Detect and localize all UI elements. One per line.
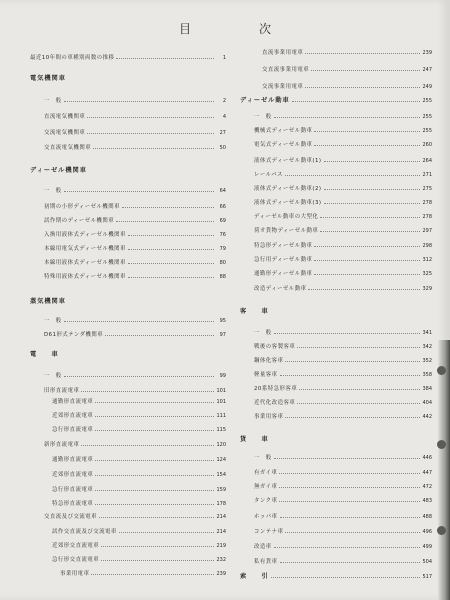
toc-entry bbox=[254, 411, 432, 420]
dot-leader bbox=[105, 335, 214, 336]
toc-entry-page: 517 bbox=[422, 574, 432, 580]
toc-entry-page: 95 bbox=[219, 318, 226, 324]
dot-leader bbox=[95, 460, 214, 461]
toc-section-heading bbox=[30, 165, 226, 174]
toc-entry bbox=[254, 541, 432, 550]
toc-entry-title: 交直流電気機関車 bbox=[44, 145, 92, 151]
toc-entry-title: 一 般 bbox=[254, 455, 272, 461]
toc-entry bbox=[254, 355, 432, 364]
dot-leader bbox=[305, 53, 420, 54]
toc-entry bbox=[44, 257, 226, 266]
toc-entry-title: D61形式テンダ機関車 bbox=[44, 332, 104, 338]
toc-entry-page: 483 bbox=[422, 498, 432, 504]
toc-entry-title: 近郊形直流電車 bbox=[52, 472, 94, 478]
toc-entry bbox=[44, 127, 226, 136]
dot-leader bbox=[279, 487, 420, 488]
dot-leader bbox=[308, 289, 420, 290]
binding-hole bbox=[437, 440, 446, 449]
toc-entry-page: 219 bbox=[216, 543, 226, 549]
toc-entry-title: 旧形直流電車 bbox=[44, 388, 80, 394]
toc-entry bbox=[52, 554, 226, 563]
toc-entry-page: 101 bbox=[216, 388, 226, 394]
dot-leader bbox=[64, 376, 214, 377]
toc-entry-title: 一 般 bbox=[44, 318, 62, 324]
dot-leader bbox=[119, 532, 214, 533]
toc-entry-page: 79 bbox=[219, 246, 226, 252]
toc-entry bbox=[254, 283, 432, 292]
dot-leader bbox=[116, 58, 214, 59]
toc-entry-page: 69 bbox=[219, 218, 226, 224]
dot-leader bbox=[64, 101, 214, 102]
toc-entry-title: 試作期のディーゼル機関車 bbox=[44, 218, 115, 224]
toc-entry-page: 504 bbox=[422, 559, 432, 565]
toc-entry-page: 264 bbox=[422, 158, 432, 164]
toc-entry bbox=[254, 511, 432, 520]
toc-entry-title: 鋼体化客車 bbox=[254, 358, 284, 364]
toc-entry-title: 一 般 bbox=[44, 188, 62, 194]
toc-entry-title: 荷オ貨物ディーゼル動車 bbox=[254, 228, 319, 234]
toc-section-heading bbox=[240, 95, 432, 104]
dot-leader bbox=[314, 274, 420, 275]
toc-entry-title: 特急形ディーゼル動車 bbox=[254, 243, 313, 249]
toc-entry-title: コンテナ車 bbox=[254, 529, 284, 535]
toc-entry-page: 446 bbox=[422, 455, 432, 461]
toc-entry-title: 試作交直流及び交流電車 bbox=[52, 529, 117, 535]
toc-entry bbox=[44, 201, 226, 210]
toc-entry bbox=[262, 47, 432, 56]
page-title: 目 次 bbox=[178, 22, 299, 36]
toc-section-heading bbox=[30, 73, 226, 82]
toc-entry-title: 客 車 bbox=[240, 308, 269, 315]
toc-entry bbox=[52, 454, 226, 463]
dot-leader bbox=[320, 231, 420, 232]
toc-entry-page: 275 bbox=[422, 186, 432, 192]
toc-entry-title: 機械式ディーゼル動車 bbox=[254, 128, 313, 134]
dot-leader bbox=[95, 402, 214, 403]
dot-leader bbox=[128, 235, 214, 236]
toc-entry-page: 312 bbox=[422, 257, 432, 263]
toc-entry-title: 液体式ディーゼル動車(1) bbox=[254, 158, 322, 164]
toc-entry bbox=[44, 329, 226, 338]
dot-leader bbox=[280, 562, 420, 563]
toc-entry bbox=[254, 481, 432, 490]
toc-entry-page: 120 bbox=[216, 442, 226, 448]
toc-entry bbox=[44, 271, 226, 280]
toc-entry-page: 214 bbox=[216, 514, 226, 520]
toc-entry-title: 一 般 bbox=[44, 98, 62, 104]
toc-entry-page: 496 bbox=[422, 529, 432, 535]
toc-entry bbox=[254, 240, 432, 249]
dot-leader bbox=[93, 148, 214, 149]
toc-entry bbox=[254, 197, 432, 206]
toc-entry bbox=[44, 385, 226, 394]
toc-entry-title: ディーゼル動車の大型化 bbox=[254, 214, 319, 220]
dot-leader bbox=[280, 375, 420, 376]
dot-leader bbox=[324, 203, 420, 204]
dot-leader bbox=[305, 87, 420, 88]
toc-entry-title: 蒸気機関車 bbox=[30, 298, 66, 305]
toc-entry-page: 1 bbox=[222, 55, 226, 61]
toc-entry bbox=[254, 467, 432, 476]
dot-leader bbox=[314, 131, 420, 132]
toc-entry-page: 50 bbox=[219, 145, 226, 151]
dot-leader bbox=[271, 577, 420, 578]
dot-leader bbox=[297, 347, 420, 348]
toc-entry-page: 66 bbox=[219, 204, 226, 210]
toc-entry-page: 297 bbox=[422, 228, 432, 234]
binding-hole bbox=[437, 526, 446, 535]
toc-entry bbox=[30, 52, 226, 61]
dot-leader bbox=[299, 389, 420, 390]
toc-entry-title: 無ガイ車 bbox=[254, 484, 278, 490]
toc-entry bbox=[44, 315, 226, 324]
dot-leader bbox=[324, 189, 420, 190]
toc-entry-page: 159 bbox=[216, 487, 226, 493]
dot-leader bbox=[64, 321, 214, 322]
toc-entry bbox=[52, 396, 226, 405]
dot-leader bbox=[99, 517, 214, 518]
toc-entry-page: 249 bbox=[422, 84, 432, 90]
toc-entry-title: 交直流事業用電車 bbox=[262, 67, 310, 73]
toc-section-heading bbox=[240, 571, 432, 580]
dot-leader bbox=[285, 417, 420, 418]
dot-leader bbox=[274, 333, 420, 334]
toc-entry-title: 一 般 bbox=[254, 114, 272, 120]
toc-entry-title: 貨 車 bbox=[240, 436, 269, 443]
dot-leader bbox=[95, 490, 214, 491]
dot-leader bbox=[101, 560, 214, 561]
dot-leader bbox=[274, 458, 420, 459]
toc-entry-title: 液体式ディーゼル動車(3) bbox=[254, 200, 322, 206]
dot-leader bbox=[128, 249, 214, 250]
toc-entry bbox=[254, 397, 432, 406]
toc-entry-page: 352 bbox=[422, 358, 432, 364]
toc-entry-title: 特殊用液体式ディーゼル機関車 bbox=[44, 274, 126, 280]
toc-entry-page: 341 bbox=[422, 330, 432, 336]
toc-entry-title: 電 車 bbox=[30, 351, 59, 358]
toc-entry bbox=[254, 125, 432, 134]
dot-leader bbox=[314, 260, 420, 261]
toc-entry-title: 電気式ディーゼル動車 bbox=[254, 142, 313, 148]
toc-entry-title: 私有貨車 bbox=[254, 559, 278, 565]
toc-entry-title: ホッパ車 bbox=[254, 514, 278, 520]
dot-leader bbox=[320, 217, 420, 218]
dot-leader bbox=[87, 133, 214, 134]
toc-entry-page: 442 bbox=[422, 414, 432, 420]
dot-leader bbox=[285, 361, 420, 362]
toc-entry bbox=[44, 111, 226, 120]
dot-leader bbox=[280, 517, 420, 518]
toc-entry-page: 88 bbox=[219, 274, 226, 280]
toc-entry bbox=[44, 215, 226, 224]
toc-entry-title: 改造車 bbox=[254, 544, 272, 550]
toc-entry bbox=[254, 111, 432, 120]
toc-entry-title: 近郊形直流電車 bbox=[52, 413, 94, 419]
page-edge-shadow bbox=[438, 340, 450, 600]
dot-leader bbox=[81, 445, 214, 446]
toc-entry-title: 液体式ディーゼル動車(2) bbox=[254, 186, 322, 192]
toc-entry-page: 76 bbox=[219, 232, 226, 238]
toc-entry bbox=[44, 370, 226, 379]
dot-leader bbox=[292, 101, 420, 102]
toc-entry-title: 一 般 bbox=[254, 330, 272, 336]
toc-entry-title: 交流事業用電車 bbox=[262, 84, 304, 90]
toc-entry-title: 索 引 bbox=[240, 573, 269, 580]
toc-entry bbox=[52, 540, 226, 549]
toc-entry bbox=[254, 225, 432, 234]
toc-entry-page: 4 bbox=[222, 114, 226, 120]
toc-entry-title: 直流電気機関車 bbox=[44, 114, 86, 120]
toc-entry bbox=[254, 526, 432, 535]
toc-entry-page: 232 bbox=[216, 557, 226, 563]
dot-leader bbox=[95, 416, 214, 417]
dot-leader bbox=[274, 117, 420, 118]
toc-entry-page: 247 bbox=[422, 67, 432, 73]
toc-entry-title: 20系特急形客車 bbox=[254, 386, 298, 392]
dot-leader bbox=[87, 117, 214, 118]
toc-entry bbox=[44, 439, 226, 448]
toc-entry-title: 初期の小形ディーゼル機関車 bbox=[44, 204, 121, 210]
dot-leader bbox=[64, 191, 214, 192]
toc-entry-title: 通勤形ディーゼル動車 bbox=[254, 271, 313, 277]
toc-entry-title: 近代化改造客車 bbox=[254, 400, 296, 406]
toc-entry-page: 404 bbox=[422, 400, 432, 406]
toc-entry-page: 154 bbox=[216, 472, 226, 478]
toc-entry-title: 一 般 bbox=[44, 373, 62, 379]
toc-entry bbox=[44, 511, 226, 520]
toc-entry-page: 255 bbox=[422, 98, 432, 104]
toc-entry-title: 電気機関車 bbox=[30, 75, 66, 82]
toc-entry-page: 488 bbox=[422, 514, 432, 520]
toc-entry-page: 271 bbox=[422, 172, 432, 178]
toc-entry-title: 交直流及び交流電車 bbox=[44, 514, 98, 520]
toc-entry-page: 278 bbox=[422, 214, 432, 220]
binding-hole bbox=[437, 366, 446, 375]
toc-entry-page: 27 bbox=[219, 130, 226, 136]
toc-entry-page: 97 bbox=[219, 332, 226, 338]
toc-entry bbox=[254, 268, 432, 277]
dot-leader bbox=[116, 221, 214, 222]
toc-section-heading bbox=[30, 296, 226, 305]
toc-entry bbox=[254, 183, 432, 192]
toc-entry-page: 260 bbox=[422, 142, 432, 148]
toc-entry bbox=[60, 568, 226, 577]
toc-entry-page: 255 bbox=[422, 128, 432, 134]
dot-leader bbox=[297, 403, 420, 404]
toc-entry-page: 472 bbox=[422, 484, 432, 490]
toc-entry bbox=[52, 498, 226, 507]
toc-entry-page: 499 bbox=[422, 544, 432, 550]
toc-entry bbox=[262, 64, 432, 73]
toc-entry-title: 通勤形直流電車 bbox=[52, 399, 94, 405]
toc-entry-page: 178 bbox=[216, 501, 226, 507]
toc-entry-page: 101 bbox=[216, 399, 226, 405]
toc-entry bbox=[44, 142, 226, 151]
toc-entry-page: 342 bbox=[422, 344, 432, 350]
toc-entry bbox=[44, 95, 226, 104]
toc-entry-page: 384 bbox=[422, 386, 432, 392]
toc-entry bbox=[254, 383, 432, 392]
toc-entry-page: 80 bbox=[219, 260, 226, 266]
dot-leader bbox=[95, 430, 214, 431]
toc-entry-page: 239 bbox=[216, 571, 226, 577]
toc-entry-page: 64 bbox=[219, 188, 226, 194]
toc-entry bbox=[44, 243, 226, 252]
toc-entry bbox=[52, 469, 226, 478]
toc-entry-page: 99 bbox=[219, 373, 226, 379]
toc-entry bbox=[52, 424, 226, 433]
dot-leader bbox=[279, 501, 420, 502]
toc-entry-title: 特急形直流電車 bbox=[52, 501, 94, 507]
dot-leader bbox=[285, 175, 420, 176]
toc-entry bbox=[254, 341, 432, 350]
toc-entry-page: 124 bbox=[216, 457, 226, 463]
toc-entry-title: 事業用客車 bbox=[254, 414, 284, 420]
toc-entry-title: 新形直流電車 bbox=[44, 442, 80, 448]
toc-entry-page: 115 bbox=[216, 427, 226, 433]
toc-entry bbox=[44, 185, 226, 194]
toc-entry bbox=[254, 169, 432, 178]
toc-entry-title: 交流電気機関車 bbox=[44, 130, 86, 136]
dot-leader bbox=[122, 207, 214, 208]
toc-entry bbox=[254, 556, 432, 565]
toc-entry bbox=[52, 410, 226, 419]
toc-entry-page: 298 bbox=[422, 243, 432, 249]
toc-entry bbox=[254, 369, 432, 378]
dot-leader bbox=[81, 391, 214, 392]
toc-entry-page: 255 bbox=[422, 114, 432, 120]
dot-leader bbox=[279, 473, 420, 474]
toc-entry-title: レールバス bbox=[254, 172, 283, 178]
toc-entry-title: 近郊形交直流電車 bbox=[52, 543, 100, 549]
toc-entry-title: 急行形直流電車 bbox=[52, 487, 94, 493]
toc-entry-page: 2 bbox=[222, 98, 226, 104]
toc-entry bbox=[52, 526, 226, 535]
dot-leader bbox=[274, 547, 420, 548]
toc-entry bbox=[44, 229, 226, 238]
toc-section-heading bbox=[240, 434, 432, 443]
dot-leader bbox=[95, 475, 214, 476]
toc-entry-page: 358 bbox=[422, 372, 432, 378]
toc-entry-title: 入換用液体式ディーゼル機関車 bbox=[44, 232, 126, 238]
toc-entry bbox=[262, 81, 432, 90]
toc-entry-page: 325 bbox=[422, 271, 432, 277]
toc-entry-title: 戦後の客製客車 bbox=[254, 344, 296, 350]
toc-section-heading bbox=[240, 306, 432, 315]
dot-leader bbox=[324, 161, 420, 162]
toc-entry-title: 有ガイ車 bbox=[254, 470, 278, 476]
toc-entry bbox=[254, 211, 432, 220]
dot-leader bbox=[91, 574, 214, 575]
toc-entry-page: 278 bbox=[422, 200, 432, 206]
toc-entry bbox=[254, 495, 432, 504]
toc-entry-title: ディーゼル機関車 bbox=[30, 167, 87, 174]
toc-entry-title: 直流事業用電車 bbox=[262, 50, 304, 56]
dot-leader bbox=[314, 246, 420, 247]
toc-entry-title: 急行用ディーゼル動車 bbox=[254, 257, 313, 263]
toc-entry-title: 本線用電気式ディーゼル機関車 bbox=[44, 246, 126, 252]
dot-leader bbox=[128, 263, 214, 264]
toc-entry-page: 447 bbox=[422, 470, 432, 476]
toc-entry bbox=[254, 254, 432, 263]
dot-leader bbox=[285, 532, 420, 533]
toc-entry-title: 事業用電車 bbox=[60, 571, 90, 577]
toc-entry-title: 本線用液体式ディーゼル機関車 bbox=[44, 260, 126, 266]
dot-leader bbox=[128, 277, 214, 278]
dot-leader bbox=[95, 504, 214, 505]
toc-entry-title: タンク車 bbox=[254, 498, 278, 504]
toc-entry bbox=[254, 452, 432, 461]
dot-leader bbox=[314, 145, 420, 146]
toc-entry-page: 329 bbox=[422, 286, 432, 292]
toc-entry-page: 111 bbox=[216, 413, 226, 419]
toc-entry-title: 急行形直流電車 bbox=[52, 427, 94, 433]
toc-entry-title: 急行形交直流電車 bbox=[52, 557, 100, 563]
dot-leader bbox=[311, 70, 420, 71]
toc-entry bbox=[254, 139, 432, 148]
dot-leader bbox=[101, 546, 214, 547]
toc-entry-title: 改造ディーゼル動車 bbox=[254, 286, 307, 292]
toc-entry-title: 通勤形直流電車 bbox=[52, 457, 94, 463]
toc-entry bbox=[52, 484, 226, 493]
toc-entry bbox=[254, 155, 432, 164]
toc-entry bbox=[254, 327, 432, 336]
toc-section-heading bbox=[30, 349, 226, 358]
toc-entry-page: 239 bbox=[422, 50, 432, 56]
toc-entry-title: 軽量客車 bbox=[254, 372, 278, 378]
toc-entry-title: ディーゼル動車 bbox=[240, 97, 290, 104]
toc-entry-title: 最近10年間の車種別両数の推移 bbox=[30, 55, 115, 61]
toc-entry-page: 214 bbox=[216, 529, 226, 535]
